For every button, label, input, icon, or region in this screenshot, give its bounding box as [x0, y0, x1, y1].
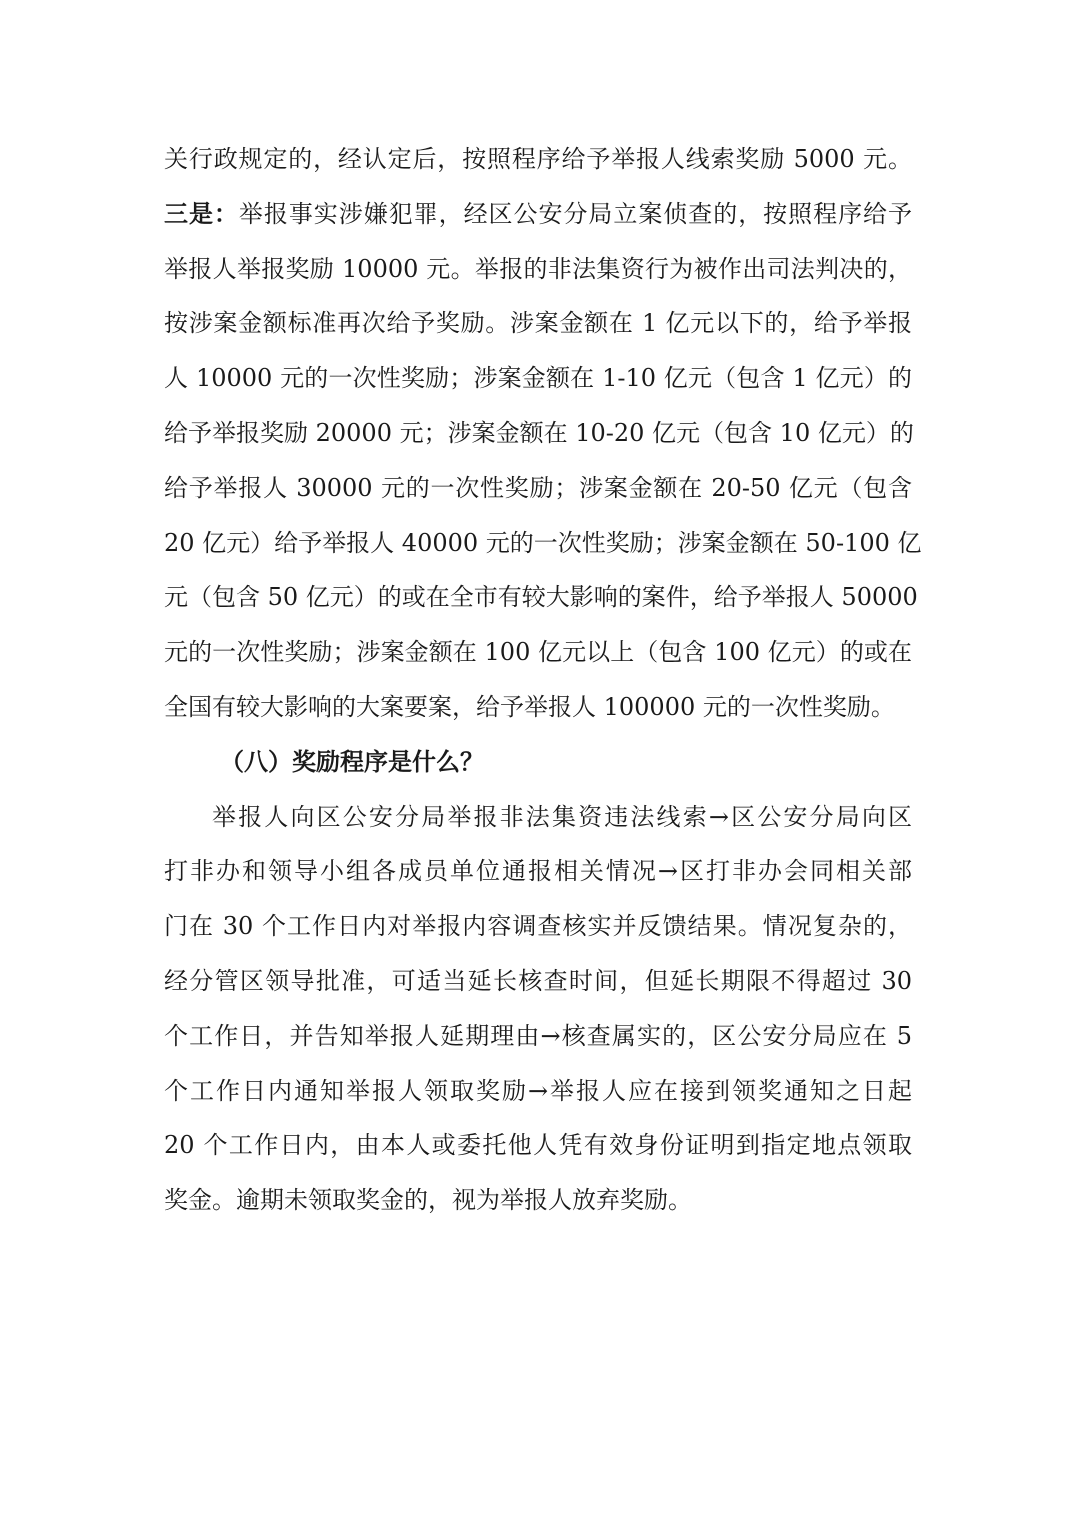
- paragraph-line: 门在 30 个工作日内对举报内容调查核实并反馈结果。情况复杂的，: [164, 912, 912, 941]
- paragraph-line: 给予举报人 30000 元的一次性奖励；涉案金额在 20-50 亿元（包含: [164, 473, 912, 502]
- paragraph-line: 关行政规定的，经认定后，按照程序给予举报人线索奖励 5000 元。: [164, 145, 912, 173]
- paragraph-line: 人 10000 元的一次性奖励；涉案金额在 1-10 亿元（包含 1 亿元）的: [164, 364, 912, 393]
- paragraph-line: 举报人向区公安分局举报非法集资违法线索→区公安分局向区: [212, 802, 912, 831]
- paragraph-line: [164, 187, 912, 242]
- paragraph-line: 20 亿元）给予举报人 40000 元的一次性奖励；涉案金额在 50-100 亿: [164, 528, 922, 557]
- paragraph-line: 元的一次性奖励；涉案金额在 100 亿元以上（包含 100 亿元）的或在: [164, 638, 912, 667]
- paragraph-line: 按涉案金额标准再次给予奖励。涉案金额在 1 亿元以下的，给予举报: [164, 309, 912, 338]
- paragraph-line-text: 举报事实涉嫌犯罪，经区公安分局立案侦查的，按照程序给予: [238, 199, 913, 228]
- paragraph-line: 给予举报奖励 20000 元；涉案金额在 10-20 亿元（包含 10 亿元）的: [164, 418, 914, 447]
- paragraph-line: 个工作日，并告知举报人延期理由→核查属实的，区公安分局应在 5: [164, 1021, 912, 1050]
- paragraph-line: 全国有较大影响的大案要案，给予举报人 100000 元的一次性奖励。: [164, 692, 895, 721]
- paragraph-line: 个工作日内通知举报人领取奖励→举报人应在接到领奖通知之日起: [164, 1076, 912, 1105]
- bold-prefix: 三是：: [164, 198, 239, 228]
- paragraph-line: 元（包含 50 亿元）的或在全市有较大影响的案件，给予举报人 50000: [164, 583, 918, 612]
- paragraph-line: 打非办和领导小组各成员单位通报相关情况→区打非办会同相关部: [164, 857, 912, 886]
- paragraph-line: 举报人举报奖励 10000 元。举报的非法集资行为被作出司法判决的，: [164, 254, 912, 283]
- paragraph-line: 奖金。逾期未领取奖金的，视为举报人放弃奖励。: [164, 1186, 692, 1215]
- paragraph-line: 20 个工作日内，由本人或委托他人凭有效身份证明到指定地点领取: [164, 1131, 912, 1160]
- document-body: [164, 132, 922, 1228]
- paragraph-line: 经分管区领导批准，可适当延长核查时间，但延长期限不得超过 30: [164, 966, 912, 995]
- section-heading: （八）奖励程序是什么？: [220, 746, 484, 776]
